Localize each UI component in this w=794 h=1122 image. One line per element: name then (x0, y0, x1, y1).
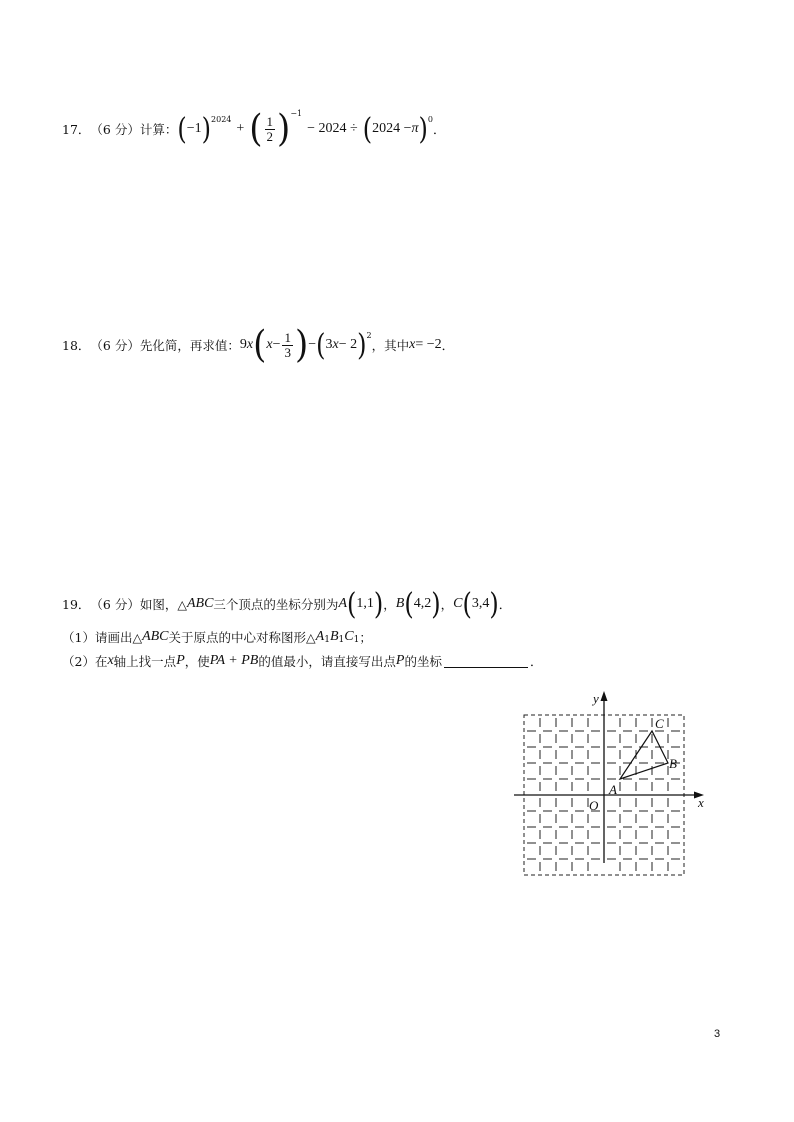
q19-part2-e: 的坐标 (404, 654, 442, 669)
label-x-axis: x (698, 795, 704, 810)
q19-part2-c: ，使 (184, 654, 210, 669)
q17-frac-num: 1 (266, 113, 274, 129)
q19-part1-c1: C (344, 629, 354, 644)
q18-exp-2: 2 (366, 330, 372, 340)
q19-part1-tri: ABC (142, 629, 169, 644)
q19-part2-b: 轴上找一点 (113, 654, 177, 669)
q19-point-a: A (338, 596, 347, 611)
q19-number: 19． (62, 597, 91, 612)
q18-score: （6 分） (90, 338, 140, 353)
q19-point-c: C (453, 596, 463, 611)
q18-frac-num: 1 (284, 329, 291, 345)
q18-value: = −2 (415, 337, 442, 352)
page-number: 3 (714, 1028, 721, 1040)
q18-coef-3: 3 (325, 337, 333, 352)
q19-part2-expr: PA + PB (209, 653, 259, 668)
q18-minus: − (272, 337, 281, 352)
q18-end: ． (441, 338, 455, 353)
q18-number: 18． (62, 338, 91, 353)
q19-comma: ， (383, 597, 396, 612)
q17-inner: 2024 − (372, 121, 412, 136)
q19-comma2: ， (440, 597, 454, 612)
question-19: 19． （6 分） 如图，△ ABC 三个顶点的坐标分别为 A ( 1,1 ) ， B ( 4,2 ) ， C ( 3,4 ) ． (62, 586, 512, 622)
y-axis-arrow (601, 691, 608, 701)
q18-lead: 先化简，再求值： (139, 338, 240, 353)
label-origin: O (589, 798, 599, 813)
question-17: 17． （6 分） 计算： ( −1 ) $^{2024}$ + ( $\frac{1}{2}$ ) $^{-1}$ − 2024 ÷ ( 2024 − π ) $^0$ ． (62, 107, 446, 151)
q19-b-coord: 4,2 (413, 596, 432, 611)
q19-sub-c: 1 (353, 635, 360, 645)
q19-point-b: B (395, 596, 405, 611)
q17-frac-den: 2 (266, 128, 274, 144)
q17-score: （6 分） (90, 122, 140, 137)
q18-var-x3: x (332, 337, 339, 352)
q17-lead: 计算： (139, 122, 178, 137)
q18-frac-den: 3 (284, 344, 291, 360)
q18-var-x4: x (409, 337, 416, 352)
triangle-abc (620, 731, 668, 779)
q19-part2-p2: P (395, 653, 405, 668)
q18-minus-2: − 2 (338, 337, 358, 352)
q18-mid: ，其中 (371, 338, 410, 353)
q19-triangle: ABC (186, 596, 214, 611)
q19-part1-b: 关于原点的中心对称图形△ (168, 630, 316, 645)
q18-coef-9: 9 (239, 337, 247, 352)
q19-part2-end: ． (529, 654, 543, 669)
label-y-axis: y (593, 691, 599, 706)
q17-exp-neg1: −1 (290, 108, 303, 118)
q19-part1-a1: A (315, 629, 325, 644)
q17-end: ． (432, 122, 446, 137)
q19-lead: 如图，△ (139, 597, 187, 612)
question-18: 18． （6 分） 先化简，再求值： 9 x ( x − $\frac{1}{3}$ ) − ( 3 x − 2 ) $^2$ ，其中 x = −2 ． (62, 323, 455, 367)
q18-var-x: x (246, 337, 254, 352)
q19-part1-b1: B (329, 629, 339, 644)
q18-var-x2: x (266, 337, 273, 352)
q19-part2-a: （2）在 (62, 654, 108, 669)
q19-text: 三个顶点的坐标分别为 (213, 597, 339, 612)
q17-pi: π (411, 121, 419, 136)
label-point-c: C (655, 716, 664, 731)
q19-part1-end: ； (359, 630, 372, 645)
q17-neg1: −1 (186, 121, 202, 136)
q17-mid: − 2024 ÷ (307, 121, 358, 136)
q17-exp-2024: 2024 (211, 114, 232, 124)
q19-end: ． (498, 597, 512, 612)
q19-c-coord: 3,4 (471, 596, 490, 611)
q17-plus: + (236, 121, 245, 136)
label-point-a: A (609, 782, 617, 797)
q19-sub-a: 1 (324, 635, 330, 645)
q18-minus2: − (308, 337, 317, 352)
q19-sub-b: 1 (338, 635, 345, 645)
q19-score: （6 分） (90, 597, 140, 612)
q19-part2-x: x (107, 653, 114, 668)
q19-part1-a: （1）请画出△ (62, 630, 143, 645)
q17-exp-0: 0 (427, 114, 433, 124)
q17-number: 17． (62, 122, 91, 137)
q19-a-coord: 1,1 (356, 596, 374, 611)
q19-part2-d: 的值最小，请直接写出点 (258, 654, 396, 669)
q19-part2-p: P (176, 653, 185, 668)
label-point-b: B (669, 756, 677, 771)
